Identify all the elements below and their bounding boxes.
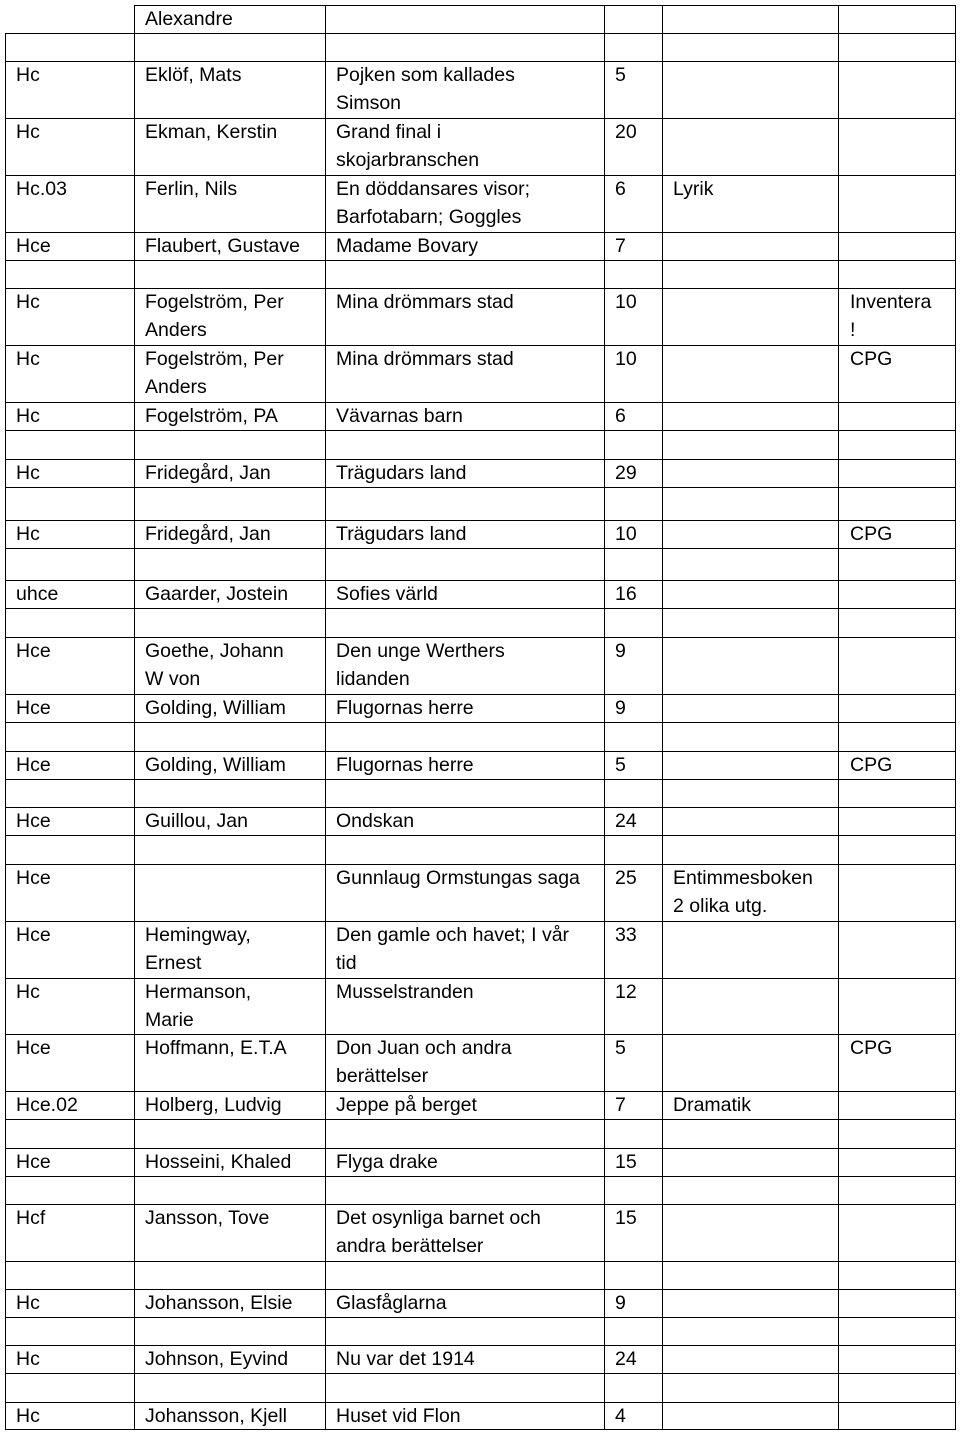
cell-title: Flugornas herre xyxy=(336,697,474,719)
cell-title: Musselstranden xyxy=(336,981,474,1003)
top-cell-text: Alexandre xyxy=(145,8,233,30)
cell-title: Sofies värld xyxy=(336,583,438,605)
cell-title: Vävarnas barn xyxy=(336,405,463,427)
table-row-border xyxy=(5,608,956,609)
cell-title: Mina drömmars stad xyxy=(336,291,514,313)
cell-author: Jansson, Tove xyxy=(145,1207,270,1229)
cell-extra: Inventera ! xyxy=(850,291,932,341)
cell-qty: 20 xyxy=(615,121,637,143)
cell-qty: 5 xyxy=(615,1037,626,1059)
table-row-border xyxy=(5,33,956,34)
cell-author: Fridegård, Jan xyxy=(145,462,271,484)
cell-title: En döddansares visor; Barfotabarn; Goggles xyxy=(336,178,531,228)
table-row-border xyxy=(5,548,956,549)
cell-title: Nu var det 1914 xyxy=(336,1348,475,1370)
cell-title: Madame Bovary xyxy=(336,235,478,257)
cell-title: Huset vid Flon xyxy=(336,1405,461,1427)
table-row-border xyxy=(5,1119,956,1120)
cell-qty: 5 xyxy=(615,754,626,776)
table-column-border xyxy=(604,5,605,1430)
cell-qty: 24 xyxy=(615,810,637,832)
cell-author: Eklöf, Mats xyxy=(145,64,242,86)
cell-sig: Hc xyxy=(16,1292,40,1314)
cell-author: Hemingway, Ernest xyxy=(145,924,251,974)
cell-sig: Hcf xyxy=(16,1207,46,1229)
cell-sig: Hc xyxy=(16,348,40,370)
table-row-border xyxy=(5,1176,956,1177)
cell-qty: 16 xyxy=(615,583,637,605)
table-row-border xyxy=(5,1373,956,1374)
cell-title: Den gamle och havet; I vår tid xyxy=(336,924,570,974)
cell-extra: CPG xyxy=(850,754,893,776)
table-column-border xyxy=(325,5,326,1430)
cell-title: Flyga drake xyxy=(336,1151,438,1173)
cell-qty: 9 xyxy=(615,1292,626,1314)
cell-title: Don Juan och andra berättelser xyxy=(336,1037,512,1087)
cell-title: Mina drömmars stad xyxy=(336,348,514,370)
cell-qty: 10 xyxy=(615,523,637,545)
cell-title: Den unge Werthers lidanden xyxy=(336,640,505,690)
cell-title: Trägudars land xyxy=(336,462,467,484)
cell-author: Hermanson, Marie xyxy=(145,981,252,1031)
cell-note: Entimmesboken 2 olika utg. xyxy=(673,867,813,917)
cell-sig: Hc xyxy=(16,462,40,484)
cell-title: Flugornas herre xyxy=(336,754,474,776)
cell-sig: Hce xyxy=(16,1151,51,1173)
cell-title: Trägudars land xyxy=(336,523,467,545)
table-border-left xyxy=(5,33,6,1430)
cell-qty: 12 xyxy=(615,981,637,1003)
cell-author: Gaarder, Jostein xyxy=(145,583,289,605)
cell-qty: 29 xyxy=(615,462,637,484)
cell-sig: Hc xyxy=(16,405,40,427)
cell-sig: Hce.02 xyxy=(16,1094,78,1116)
cell-author: Golding, William xyxy=(145,697,286,719)
cell-note: Lyrik xyxy=(673,178,714,200)
table-row-border xyxy=(5,779,956,780)
cell-extra: CPG xyxy=(850,1037,893,1059)
cell-sig: Hce xyxy=(16,640,51,662)
cell-title: Jeppe på berget xyxy=(336,1094,477,1116)
cell-qty: 7 xyxy=(615,235,626,257)
cell-qty: 24 xyxy=(615,1348,637,1370)
cell-author: Hosseini, Khaled xyxy=(145,1151,292,1173)
cell-author: Ekman, Kerstin xyxy=(145,121,278,143)
cell-qty: 33 xyxy=(615,924,637,946)
table-column-border xyxy=(134,5,135,1430)
table-row-border xyxy=(5,1261,956,1262)
cell-qty: 5 xyxy=(615,64,626,86)
cell-title: Glasfåglarna xyxy=(336,1292,447,1314)
table-row-border xyxy=(5,430,956,431)
cell-title: Gunnlaug Ormstungas saga xyxy=(336,867,580,889)
cell-sig: Hce xyxy=(16,1037,51,1059)
cell-author: Ferlin, Nils xyxy=(145,178,238,200)
cell-extra: CPG xyxy=(850,523,893,545)
cell-qty: 6 xyxy=(615,405,626,427)
cell-sig: Hce xyxy=(16,867,51,889)
cell-sig: Hce xyxy=(16,810,51,832)
table-column-border xyxy=(838,5,839,1430)
cell-qty: 4 xyxy=(615,1405,626,1427)
cell-qty: 25 xyxy=(615,867,637,889)
cell-author: Fogelström, Per Anders xyxy=(145,348,284,398)
table-row-border xyxy=(5,487,956,488)
cell-author: Goethe, Johann W von xyxy=(145,640,284,690)
cell-author: Johansson, Kjell xyxy=(145,1405,288,1427)
cell-sig: Hce xyxy=(16,235,51,257)
cell-sig: Hce xyxy=(16,924,51,946)
table-column-border xyxy=(955,5,956,1430)
cell-title: Pojken som kallades Simson xyxy=(336,64,515,114)
cell-extra: CPG xyxy=(850,348,893,370)
cell-author: Holberg, Ludvig xyxy=(145,1094,282,1116)
cell-sig: uhce xyxy=(16,583,59,605)
cell-sig: Hce xyxy=(16,754,51,776)
cell-qty: 7 xyxy=(615,1094,626,1116)
cell-sig: Hc xyxy=(16,121,40,143)
table-border-top xyxy=(134,5,955,6)
cell-sig: Hc xyxy=(16,64,40,86)
cell-sig: Hc xyxy=(16,1348,40,1370)
table-column-border xyxy=(662,5,663,1430)
cell-qty: 10 xyxy=(615,348,637,370)
cell-note: Dramatik xyxy=(673,1094,752,1116)
cell-author: Golding, William xyxy=(145,754,286,776)
cell-author: Fridegård, Jan xyxy=(145,523,271,545)
cell-qty: 15 xyxy=(615,1151,637,1173)
cell-author: Johansson, Elsie xyxy=(145,1292,293,1314)
cell-author: Flaubert, Gustave xyxy=(145,235,300,257)
cell-title: Ondskan xyxy=(336,810,415,832)
table-row-border xyxy=(5,260,956,261)
cell-qty: 15 xyxy=(615,1207,637,1229)
cell-sig: Hc xyxy=(16,1405,40,1427)
table-row-border xyxy=(5,1317,956,1318)
cell-qty: 10 xyxy=(615,291,637,313)
cell-author: Fogelström, Per Anders xyxy=(145,291,284,341)
cell-qty: 9 xyxy=(615,697,626,719)
cell-sig: Hc.03 xyxy=(16,178,67,200)
cell-sig: Hce xyxy=(16,697,51,719)
cell-sig: Hc xyxy=(16,981,40,1003)
cell-qty: 6 xyxy=(615,178,626,200)
table-row-border xyxy=(5,722,956,723)
cell-author: Hoffmann, E.T.A xyxy=(145,1037,287,1059)
cell-author: Fogelström, PA xyxy=(145,405,278,427)
cell-sig: Hc xyxy=(16,291,40,313)
cell-sig: Hc xyxy=(16,523,40,545)
table-row-border xyxy=(5,835,956,836)
cell-author: Johnson, Eyvind xyxy=(145,1348,289,1370)
cell-title: Grand final i skojarbranschen xyxy=(336,121,480,171)
cell-author: Guillou, Jan xyxy=(145,810,248,832)
cell-title: Det osynliga barnet och andra berättelser xyxy=(336,1207,541,1257)
cell-qty: 9 xyxy=(615,640,626,662)
